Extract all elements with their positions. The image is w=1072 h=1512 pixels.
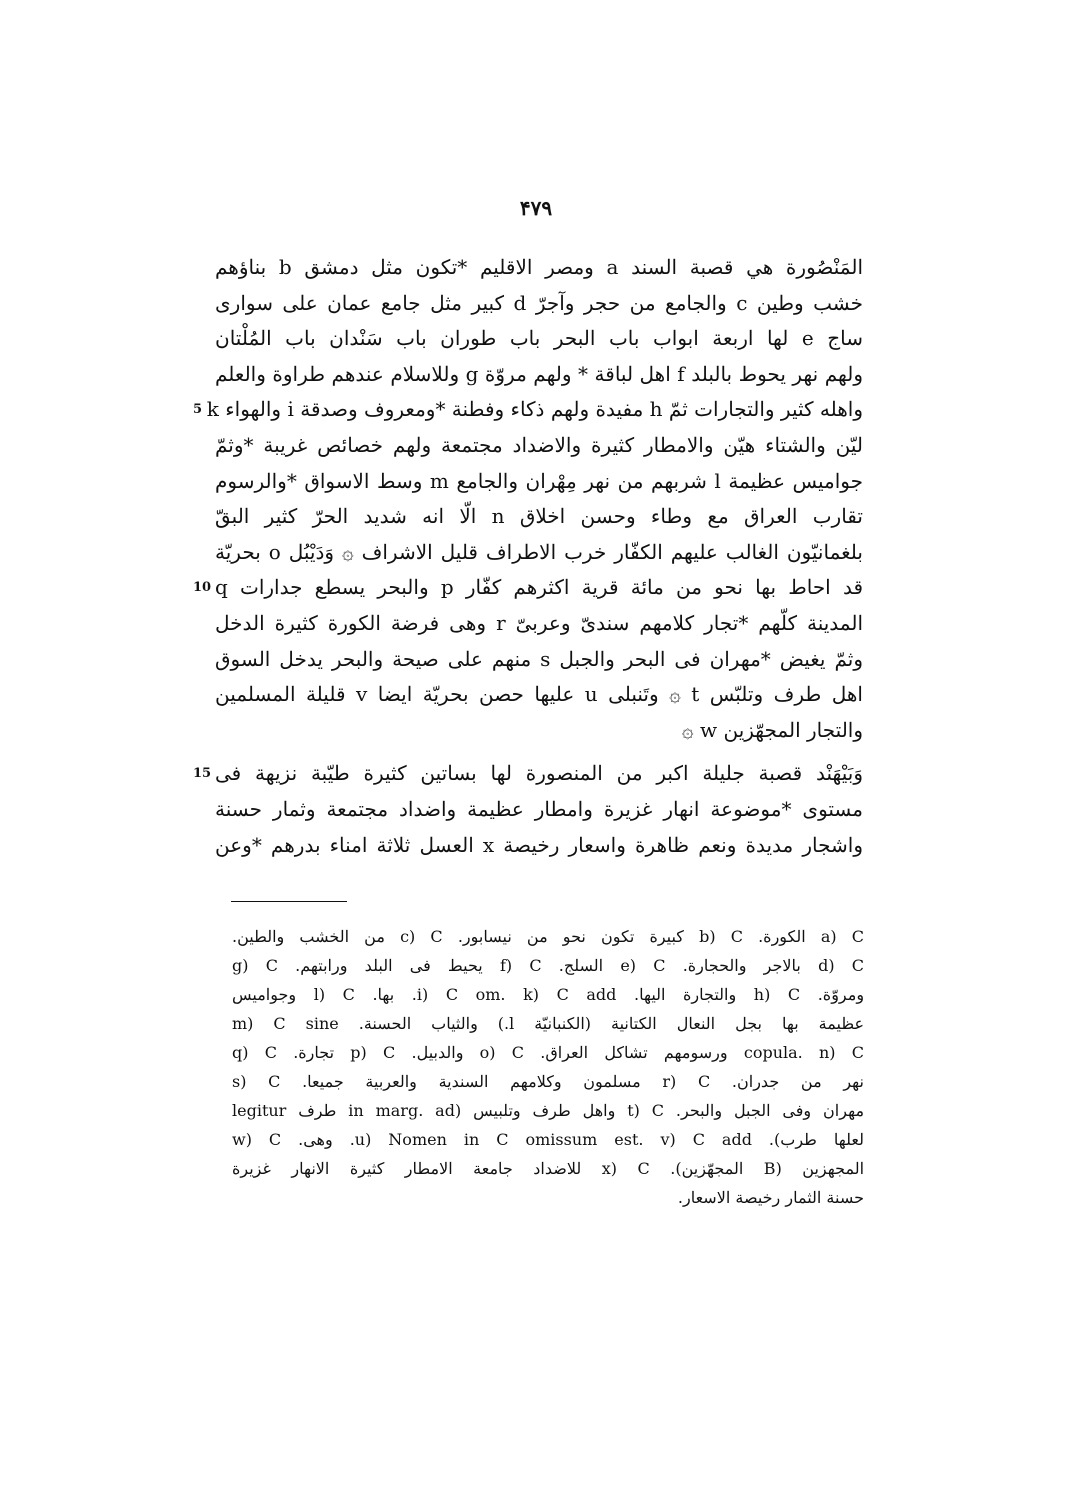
- text-line: [215, 321, 863, 357]
- line-number: 10: [193, 580, 212, 596]
- text-line-content: تقارب العراق مع وطاء وحسن اخلاق n الّا انه شديد الحرّ كثير البقّ: [215, 504, 863, 529]
- text-line-content: ولهم نهر يحوط بالبلد f اهل لباقة * ولهم مروّة g وللاسلام عندهم طراوة والعلم: [215, 361, 863, 386]
- text-line: [215, 606, 863, 642]
- text-line: [215, 535, 863, 571]
- footnote-rule: [231, 901, 347, 902]
- text-line-content: جواميس عظيمة l شربهم من نهر مِهْران والجامع m وسط الاسواق *والرسوم: [215, 468, 864, 493]
- text-line: [215, 828, 863, 864]
- text-line: [215, 713, 863, 749]
- page-number: ۴۷۹: [519, 196, 553, 220]
- text-line-content: واشجار مديدة ونعم ظاهرة واسعار رخيصة x العسل ثلاثة امناء بدرهم *وعن: [215, 832, 864, 857]
- text-line-content: ليّن والشتاء هيّن والامطار كثيرة والاضداد مجتمعة ولهم خصائص غريبة *وثمّ: [215, 432, 863, 457]
- text-line: [215, 792, 863, 828]
- footnote-line: حسنة الثمار رخيصة الاسعار.: [677, 1188, 864, 1207]
- footnote-line: مهران وفى الجبل والبحر. t) C واهل طرف وتلبيس (in marg. ad طرف legitur: [232, 1101, 865, 1120]
- text-line: [193, 392, 863, 428]
- text-line-content: بلغمانيّون الغالب عليهم الكفّار خرب الاطراف قليل الاشراف ۞ وَدَيْبُل o بحريّة: [215, 539, 863, 564]
- text-line-content: وَبَيْهَنْد قصبة جليلة اكبر من المنصورة لها بساتين كثيرة طيّبة نزيهة فى: [215, 761, 863, 786]
- footnote-line: المجهزين (B المجهّزين). x) C للاضداد جامعة الامطار كثيرة الانهار غزيرة: [232, 1159, 865, 1178]
- footnote-line: ومروّة. h) C والتجارة اليها. i) C om. k) C add. بها. l) C وجواميس: [232, 985, 865, 1004]
- text-line-content: والتجار المجهّزين w ۞: [681, 717, 863, 742]
- text-line: [193, 570, 863, 606]
- line-number: 15: [193, 766, 212, 782]
- footnote-line: عظيمة بها بجل النعال الكتانية (الكنبانيّة l.) والثياب الحسنة. m) C sine: [232, 1014, 864, 1033]
- text-line-content: اهل طرف وتلبّس t ۞ وتَنبلى u عليها حصن بحريّة ايضا v قليلة المسلمين: [215, 682, 863, 707]
- footnote-line: a) C الكورة. b) C كبيرة تكون نحو من نيسابور. c) C من الخشب والطين.: [232, 927, 865, 946]
- footnote-line: نهر من جدران. r) C مسلمون وكلامهم السندية والعربية جميعا. s) C: [232, 1072, 864, 1091]
- text-line-content: المدينة كلّهم *تجار كلامهم سندىّ وعربىّ r وهى فرضة الكورة كثيرة الدخل: [215, 610, 864, 635]
- text-line: [215, 357, 863, 393]
- text-line: [215, 286, 863, 322]
- text-line-content: خشب وطين c والجامع من حجر وآجرّ d كبير مثل جامع عمان على سوارى: [215, 290, 863, 315]
- text-line-content: قد احاط بها نحو من مائة قرية اكثرهم كفّار p والبحر يسطع جدارات q: [215, 575, 863, 600]
- text-line: [215, 464, 863, 500]
- text-line: [215, 499, 863, 535]
- text-line-content: مستوى *موضوعة انهار غزيرة وامطار عظيمة واضداد مجتمعة وثمار حسنة: [215, 796, 863, 821]
- text-line: [215, 677, 863, 713]
- text-line: [215, 250, 863, 286]
- text-line-content: واهله كثير والتجارات ثمّ h مفيدة ولهم ذكاء وفطنة *ومعروف وصدقة i والهواء k: [206, 397, 863, 422]
- text-line-content: ساج e لها اربعة ابواب باب البحر باب طوران باب سَنْدان باب المُلْتان: [215, 326, 863, 351]
- text-line: [193, 756, 863, 792]
- footnotes: [232, 922, 864, 1212]
- text-line-content: وثمّ يغيض *مهران فى البحر والجبل s منهم على صيحة والبحر يدخل السوق: [215, 646, 863, 671]
- footnote-line: d) C بالاجر والحجارة. e) C السلج. f) C يحيط فى البلد ورابتهم. g) C: [232, 956, 865, 975]
- text-line: [215, 428, 863, 464]
- line-number: 5: [193, 402, 203, 418]
- text-line-content: المَنْصُورة هي قصبة السند a ومصر الاقليم *تكون مثل دمشق b بناؤهم: [215, 255, 863, 279]
- footnote-line: copula. n) C ورسومهم تشاكل العراق. o) C والدبيل. p) C تجارة. q) C: [232, 1043, 865, 1062]
- text-line: [215, 642, 863, 678]
- main-text: [193, 250, 864, 863]
- footnote-line: لعلها طرب). u) Nomen in C omissum est. v) C add. وهى. w) C: [232, 1130, 864, 1149]
